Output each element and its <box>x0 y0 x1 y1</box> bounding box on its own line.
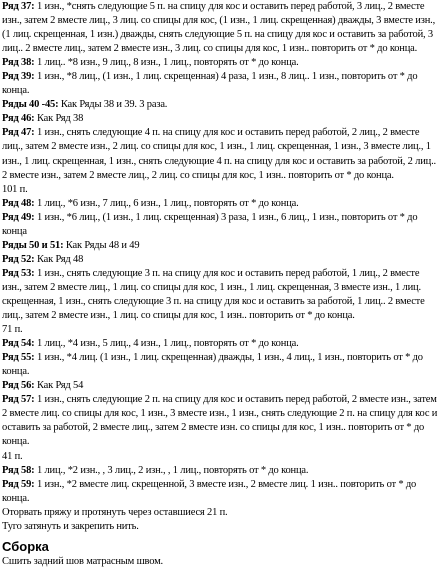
row-text: 101 п. <box>2 183 28 195</box>
row-label: Ряды 50 и 51: <box>2 239 64 251</box>
row-56 <box>2 379 441 393</box>
row-text: 1 лиц., *4 изн., 5 лиц., 4 изн., 1 лиц., повторять от * до конца. <box>34 338 299 350</box>
row-label: Ряд 52: <box>2 253 35 265</box>
row-text: 71 п. <box>2 324 23 336</box>
row-55 <box>2 351 441 379</box>
row-text: Как Ряд 38 <box>34 113 84 125</box>
row-label: Ряд 55: <box>2 352 35 364</box>
row-52 <box>2 253 441 267</box>
row-37 <box>2 0 441 56</box>
row-39 <box>2 70 441 98</box>
row-text: 1 лиц., *6 изн., 7 лиц., 6 изн., 1 лиц., повторять от * до конца. <box>34 197 299 209</box>
row-57 <box>2 393 441 449</box>
row-text: Как Ряды 38 и 39. 3 раза. <box>58 99 168 111</box>
row-label: Ряд 58: <box>2 464 35 476</box>
stitch-count <box>2 450 441 464</box>
row-text: 1 изн., *6 лиц., (1 изн., 1 лиц. скрещенная) 3 раза, 1 изн., 6 лиц., 1 изн., повторить от * до конца <box>2 211 418 237</box>
row-text: 1 изн., снять следующие 2 п. на спицу для кос и оставить перед работой, 2 вместе изн., затем 2 вместе лиц. со спицы для кос, 1 изн., 3 вместе изн., 1 изн., снять следующие 2 п. на спицу для кос и оставить за работой, 2 вместе лиц., затем 2 вместе изн. со спицы для кос, 1 изн.. повторить от * до конца. <box>2 394 438 448</box>
row-label: Ряды 40 -45: <box>2 99 59 111</box>
row-text: 1 лиц.. *8 изн., 9 лиц., 8 изн., 1 лиц., повторять от * до конца. <box>34 57 299 69</box>
row-text: Как Ряды 48 и 49 <box>63 239 140 251</box>
row-text: 1 изн., *снять следующие 5 п. на спицу для кос и оставить перед работой, 3 лиц., 2 вместе изн., затем 2 вместе лиц., 3 лиц. со спицы для кос, (1 изн., 1 лиц. скрещенная) дважды, 3 вместе изн., (1 лиц. скрещенная, 1 изн.) дважды, снять следующие 5 п. на спицу для кос и оставить за работой, 3 лиц.. 2 вместе лиц., затем 2 вместе изн., 3 лиц. со спицы для кос, 1 изн.. повторить от * до конца. <box>2 1 436 55</box>
stitch-count <box>2 323 441 337</box>
row-53 <box>2 267 441 323</box>
row-label: Ряд 48: <box>2 197 35 209</box>
row-label: Ряд 56: <box>2 380 35 392</box>
row-label: Ряд 54: <box>2 338 35 350</box>
row-59 <box>2 478 441 506</box>
row-54 <box>2 337 441 351</box>
row-label: Ряд 57: <box>2 394 35 406</box>
row-label: Ряд 39: <box>2 71 35 83</box>
row-label: Ряд 49: <box>2 211 35 223</box>
row-text: 1 изн., *4 лиц. (1 изн., 1 лиц. скрещенная) дважды, 1 изн., 4 лиц., 1 изн., повторить от * до конца. <box>2 352 423 378</box>
row-text: Оторвать пряжу и протянуть через оставшиеся 21 п. <box>2 506 228 518</box>
assembly-instruction: Сшить задний шов матрасным швом. <box>2 555 163 567</box>
row-label: Ряд 47: <box>2 127 35 139</box>
row-38 <box>2 56 441 70</box>
row-46 <box>2 112 441 126</box>
row-text: 1 изн., снять следующие 3 п. на спицу для кос и оставить перед работой, 1 лиц., 2 вместе изн., затем 2 вместе лиц., 1 лиц. со спицы для кос, 1 изн., 1 лиц. скрещенная, 3 вместе изн., 1 лиц. скрещенная, 1 изн., снять следующие 3 п. на спицу для кос и оставить за работой, 1 лиц.. 2 вместе лиц., затем 2 вместе изн., 1 лиц. со спицы для кос, 1 изн.. повторить от * до конца. <box>2 267 425 322</box>
row-text: 41 п. <box>2 450 23 462</box>
row-label: Ряд 53: <box>2 267 35 279</box>
finishing-step <box>2 520 441 534</box>
rows-40-45 <box>2 98 441 112</box>
row-text: 1 изн., *2 вместе лиц. скрещенной, 3 вместе изн., 2 вместе лиц. 1 изн.. повторить от * до конца. <box>2 478 417 504</box>
finishing-step <box>2 506 441 520</box>
row-48 <box>2 197 441 211</box>
row-label: Ряд 59: <box>2 478 35 490</box>
row-text: 1 лиц., *2 изн., , 3 лиц., 2 изн., , 1 лиц., повторять от * до конца. <box>34 464 309 476</box>
row-text: 1 изн., снять следующие 4 п. на спицу для кос и оставить перед работой, 2 лиц., 2 вместе лиц., затем 2 вместе изн., 2 лиц. со спицы для кос, 1 изн., 1 лиц. скрещенная, 1 изн., 3 вместе лиц., 1 изн., 1 лиц. скрещенная, 1 изн., снять следующие 4 п. на спицу для кос и оставить за работой, 2 лиц.. 2 вместе изн., затем 2 вместе лиц., 2 лиц. со спицы для кос, 1 изн.. повторить от * до конца. <box>2 127 436 181</box>
stitch-count <box>2 183 441 197</box>
row-label: Ряд 37: <box>2 1 35 12</box>
row-text: Как Ряд 54 <box>34 380 84 392</box>
instructions-list <box>2 0 441 534</box>
rows-50-51 <box>2 239 441 253</box>
row-49 <box>2 211 441 239</box>
row-47 <box>2 126 441 182</box>
row-text: 1 изн., *8 лиц., (1 изн., 1 лиц. скрещенная) 4 раза, 1 изн., 8 лиц.. 1 изн., повторить от * до конца. <box>2 71 418 97</box>
row-58 <box>2 464 441 478</box>
section-heading: Сборка <box>2 538 49 554</box>
row-label: Ряд 38: <box>2 57 35 69</box>
row-text: Как Ряд 48 <box>34 253 84 265</box>
row-label: Ряд 46: <box>2 113 35 125</box>
row-text: Туго затянуть и закрепить нить. <box>2 520 139 532</box>
